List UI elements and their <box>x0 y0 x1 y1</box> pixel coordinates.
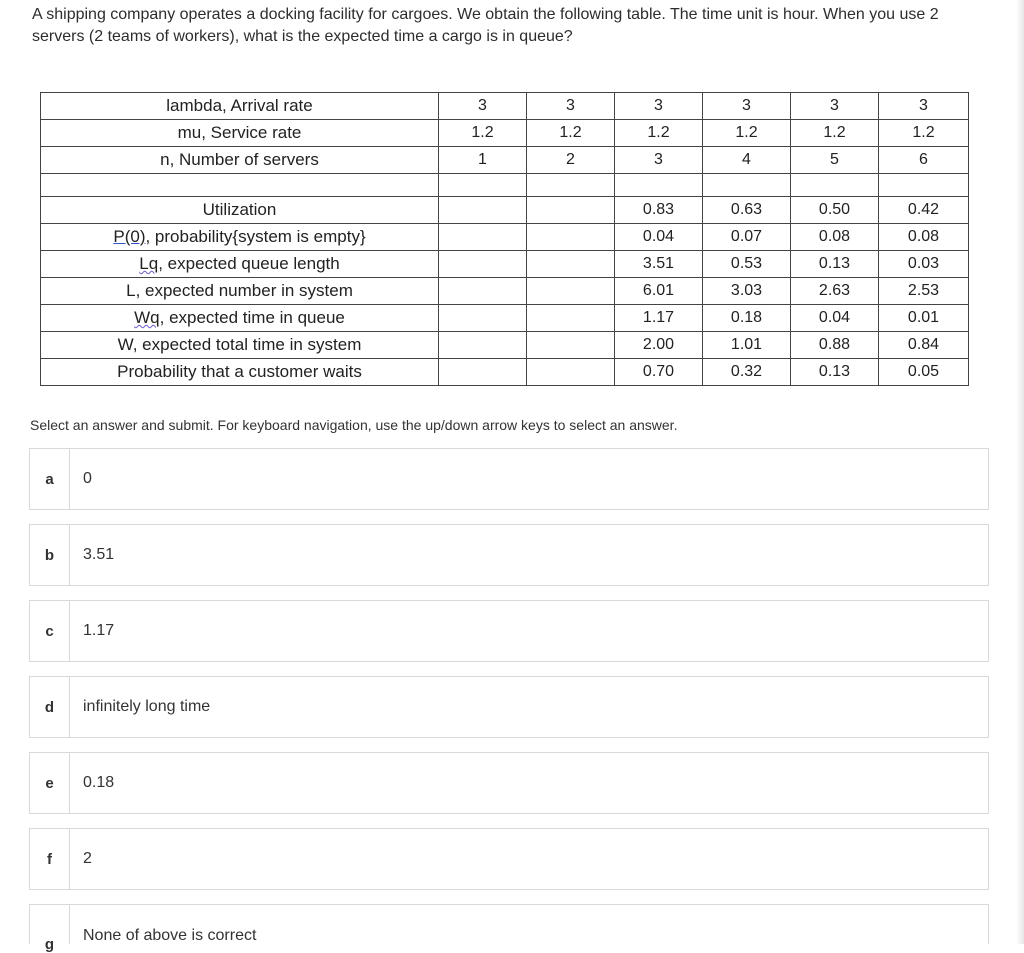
table-cell: 0.63 <box>703 197 791 224</box>
answer-option-b[interactable] <box>29 524 989 586</box>
table-row <box>41 93 969 120</box>
table-cell: 6.01 <box>615 278 703 305</box>
table-cell: 0.84 <box>879 332 969 359</box>
table-cell: 0.13 <box>791 251 879 278</box>
answer-option-f[interactable] <box>29 828 989 890</box>
table-cell: 1 <box>439 147 527 174</box>
table-cell <box>439 332 527 359</box>
table-cell: 3 <box>615 93 703 120</box>
queue-results-table <box>40 92 969 386</box>
table-row <box>41 120 969 147</box>
table-cell <box>439 359 527 386</box>
table-cell <box>527 251 615 278</box>
table-cell: 1.17 <box>615 305 703 332</box>
table-cell: 0.32 <box>703 359 791 386</box>
table-cell: 1.2 <box>527 120 615 147</box>
question-text: A shipping company operates a docking facility for cargoes. We obtain the following table. The time unit is hour. When you use 2 servers (2 teams of workers), what is the expected time a cargo is in queue? <box>32 6 939 45</box>
option-letter: d <box>30 677 70 737</box>
row-label: Probability that a customer waits <box>41 359 439 386</box>
option-text: 3.51 <box>83 546 115 563</box>
table-cell: 0.13 <box>791 359 879 386</box>
table-cell <box>439 251 527 278</box>
table-cell: 1.2 <box>439 120 527 147</box>
table-cell <box>439 278 527 305</box>
table-cell: 3 <box>527 93 615 120</box>
table-cell: 3 <box>791 93 879 120</box>
table-cell <box>439 305 527 332</box>
option-letter: g <box>30 905 70 944</box>
row-label-prefix: Lq <box>139 254 159 273</box>
row-label: lambda, Arrival rate <box>41 93 439 120</box>
option-text: 0.18 <box>83 774 115 791</box>
option-text: 2 <box>83 850 92 867</box>
page-edge-shadow <box>1016 0 1024 944</box>
table-cell: 3.51 <box>615 251 703 278</box>
table-cell: 1.2 <box>879 120 969 147</box>
table-cell <box>527 224 615 251</box>
row-label: W, expected total time in system <box>41 332 439 359</box>
table-cell <box>527 332 615 359</box>
table-cell: 6 <box>879 147 969 174</box>
option-letter: a <box>30 449 70 509</box>
option-text: infinitely long time <box>83 698 211 715</box>
row-label-prefix: Wq <box>134 308 160 327</box>
table-cell <box>527 305 615 332</box>
table-row <box>41 278 969 305</box>
table-cell: 0.42 <box>879 197 969 224</box>
table-cell: 0.50 <box>791 197 879 224</box>
table-cell: 0.01 <box>879 305 969 332</box>
table-cell: 0.04 <box>615 224 703 251</box>
option-text: None of above is correct <box>83 927 257 944</box>
answer-option-d[interactable] <box>29 676 989 738</box>
table-cell: 3 <box>703 93 791 120</box>
option-text: 0 <box>83 470 92 487</box>
table-cell: 1.01 <box>703 332 791 359</box>
row-label-rest: , expected time in queue <box>159 308 345 327</box>
table-row <box>41 251 969 278</box>
row-label-prefix: P(0) <box>113 227 146 246</box>
table-cell <box>527 359 615 386</box>
answer-option-a[interactable] <box>29 448 989 510</box>
row-label: Utilization <box>41 197 439 224</box>
table-cell: 0.70 <box>615 359 703 386</box>
table-cell: 3 <box>439 93 527 120</box>
row-label <box>41 305 439 332</box>
table-cell <box>439 197 527 224</box>
table-cell <box>527 278 615 305</box>
row-label: n, Number of servers <box>41 147 439 174</box>
table-cell: 2 <box>527 147 615 174</box>
table-cell: 3 <box>879 93 969 120</box>
row-label <box>41 224 439 251</box>
option-letter: f <box>30 829 70 889</box>
table-row <box>41 197 969 224</box>
table-cell: 2.53 <box>879 278 969 305</box>
table-cell: 0.18 <box>703 305 791 332</box>
table-row <box>41 147 969 174</box>
option-letter: e <box>30 753 70 813</box>
table-cell: 0.05 <box>879 359 969 386</box>
table-cell: 4 <box>703 147 791 174</box>
table-cell: 2.00 <box>615 332 703 359</box>
table-row <box>41 359 969 386</box>
row-label: mu, Service rate <box>41 120 439 147</box>
option-text: 1.17 <box>83 622 115 639</box>
table-cell: 5 <box>791 147 879 174</box>
table-cell: 0.88 <box>791 332 879 359</box>
row-label-rest: , expected queue length <box>158 254 340 273</box>
table-row <box>41 332 969 359</box>
table-cell: 3 <box>615 147 703 174</box>
table-cell: 1.2 <box>615 120 703 147</box>
option-letter: c <box>30 601 70 661</box>
table-cell: 1.2 <box>703 120 791 147</box>
table-cell: 3.03 <box>703 278 791 305</box>
table-cell <box>439 224 527 251</box>
row-label: L, expected number in system <box>41 278 439 305</box>
table-spacer-row <box>41 174 969 197</box>
table-cell: 0.83 <box>615 197 703 224</box>
table-cell: 0.08 <box>879 224 969 251</box>
answer-option-c[interactable] <box>29 600 989 662</box>
row-label-rest: , probability{system is empty} <box>145 227 366 246</box>
table-row <box>41 224 969 251</box>
table-cell: 0.53 <box>703 251 791 278</box>
answer-option-g[interactable] <box>29 904 989 953</box>
table-cell: 0.07 <box>703 224 791 251</box>
table-cell: 2.63 <box>791 278 879 305</box>
instructions-text: Select an answer and submit. For keyboard navigation, use the up/down arrow keys to select an answer. <box>30 417 678 433</box>
table-cell: 1.2 <box>791 120 879 147</box>
table-cell: 0.03 <box>879 251 969 278</box>
answer-option-e[interactable] <box>29 752 989 814</box>
table-cell <box>527 197 615 224</box>
option-letter: b <box>30 525 70 585</box>
table-cell: 0.04 <box>791 305 879 332</box>
row-label <box>41 251 439 278</box>
table-row <box>41 305 969 332</box>
table-cell: 0.08 <box>791 224 879 251</box>
